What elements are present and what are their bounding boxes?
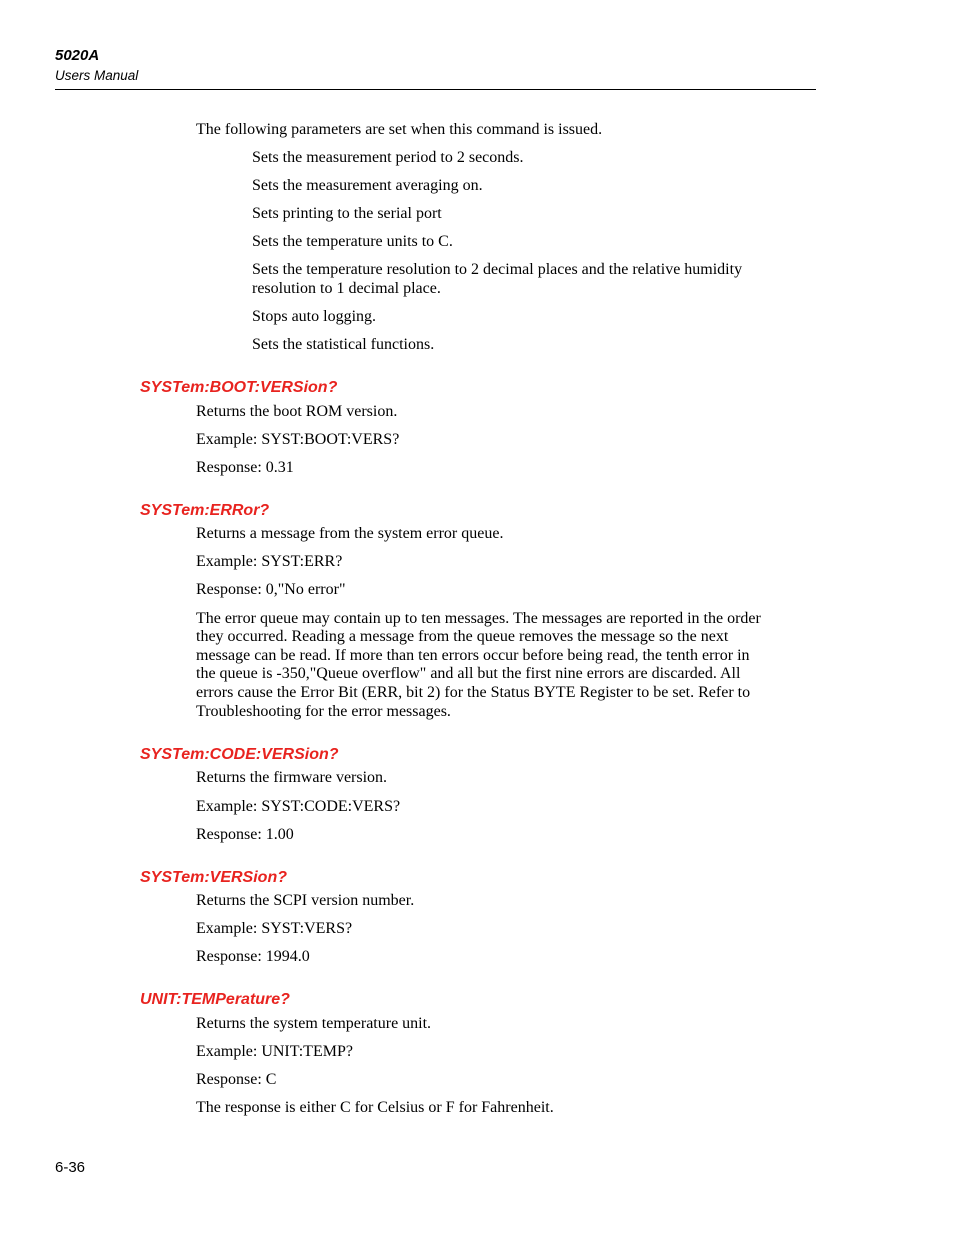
- command-heading: SYSTem:ERRor?: [140, 502, 270, 519]
- command-note: The response is either C for Celsius or F for Fahrenheit.: [196, 1099, 554, 1116]
- error-note-line: they occurred. Reading a message from the queue removes the message so the next: [196, 628, 729, 645]
- command-heading: UNIT:TEMPerature?: [140, 991, 290, 1008]
- command-example: Example: SYST:BOOT:VERS?: [196, 431, 400, 448]
- command-heading: SYSTem:VERSion?: [140, 869, 287, 886]
- command-response: Response: 1994.0: [196, 948, 310, 965]
- header-divider: [55, 89, 816, 90]
- reset-item: Sets the temperature units to C.: [252, 233, 453, 250]
- reset-item: Stops auto logging.: [252, 308, 377, 325]
- command-description: Returns the system temperature unit.: [196, 1015, 432, 1032]
- reset-item: Sets the measurement averaging on.: [252, 177, 483, 194]
- command-description: Returns a message from the system error queue.: [196, 525, 504, 542]
- error-note-line: message can be read. If more than ten errors occur before being read, the tenth error in: [196, 647, 750, 664]
- reset-item: Sets the measurement period to 2 seconds.: [252, 149, 524, 166]
- reset-item: Sets the temperature resolution to 2 decimal places and the relative humidity: [252, 261, 743, 278]
- command-heading: SYSTem:CODE:VERSion?: [140, 746, 339, 763]
- command-response: Response: 1.00: [196, 826, 294, 843]
- command-response: Response: 0.31: [196, 459, 294, 476]
- command-response: Response: 0,"No error": [196, 581, 346, 598]
- header-subtitle: Users Manual: [55, 68, 139, 83]
- command-description: Returns the SCPI version number.: [196, 892, 415, 909]
- reset-item: Sets printing to the serial port: [252, 205, 442, 222]
- header-model: 5020A: [55, 47, 100, 64]
- reset-item: resolution to 1 decimal place.: [252, 280, 441, 297]
- error-note-line: the queue is -350,"Queue overflow" and all but the first nine errors are discarded. All: [196, 665, 741, 682]
- error-note-line: The error queue may contain up to ten messages. The messages are reported in the order: [196, 610, 761, 627]
- error-note-line: Troubleshooting for the error messages.: [196, 703, 451, 720]
- reset-intro: The following parameters are set when this command is issued.: [196, 121, 603, 138]
- command-example: Example: SYST:ERR?: [196, 553, 343, 570]
- command-example: Example: UNIT:TEMP?: [196, 1043, 353, 1060]
- reset-item: Sets the statistical functions.: [252, 336, 435, 353]
- command-example: Example: SYST:VERS?: [196, 920, 353, 937]
- command-example: Example: SYST:CODE:VERS?: [196, 798, 401, 815]
- command-heading: SYSTem:BOOT:VERSion?: [140, 379, 338, 396]
- error-note-line: errors cause the Error Bit (ERR, bit 2) for the Status BYTE Register to be set. Refer to: [196, 684, 751, 701]
- command-description: Returns the firmware version.: [196, 769, 388, 786]
- command-response: Response: C: [196, 1071, 277, 1088]
- page-number: 6-36: [55, 1159, 86, 1176]
- command-description: Returns the boot ROM version.: [196, 403, 398, 420]
